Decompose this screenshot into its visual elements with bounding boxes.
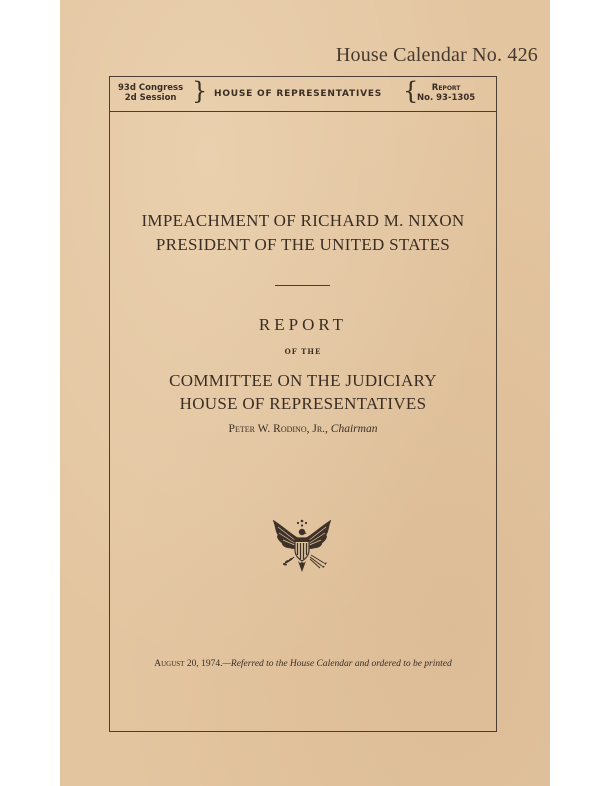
chamber-label: HOUSE OF REPRESENTATIVES [214,89,383,99]
committee-line-2: HOUSE OF REPRESENTATIVES [179,394,427,413]
right-brace: { [403,77,419,105]
congress-label: 93d Congress [118,83,184,93]
session-label: 2d Session [124,93,177,103]
cover-header [110,77,496,112]
congress-session [118,83,183,103]
report-heading: REPORT [258,315,348,334]
report-label: Report [431,83,461,93]
referral-text: —Referred to the House Calendar and ordered to be printed [222,659,452,669]
cover-frame [109,76,497,732]
document-title [110,209,496,257]
title-line-2: PRESIDENT OF THE UNITED STATES [155,235,451,254]
referral-note [110,659,496,669]
eagle-seal-icon [270,517,334,575]
report-cover [60,0,550,786]
report-number-block [417,83,475,103]
left-brace: } [192,77,208,105]
chairman-name: Peter W. Rodino, Jr., [228,423,328,435]
chairman-title: Chairman [330,423,378,435]
committee-name [110,369,496,415]
committee-line-1: COMMITTEE ON THE JUDICIARY [169,371,437,390]
report-number: No. 93-1305 [417,93,476,103]
chairman-line [110,423,496,435]
title-divider [275,285,330,286]
of-the-label: OF THE [284,347,322,356]
referral-date: August 20, 1974. [154,659,223,669]
title-line-1: IMPEACHMENT OF RICHARD M. NIXON [141,211,465,230]
house-calendar-number: House Calendar No. 426 [335,44,538,66]
